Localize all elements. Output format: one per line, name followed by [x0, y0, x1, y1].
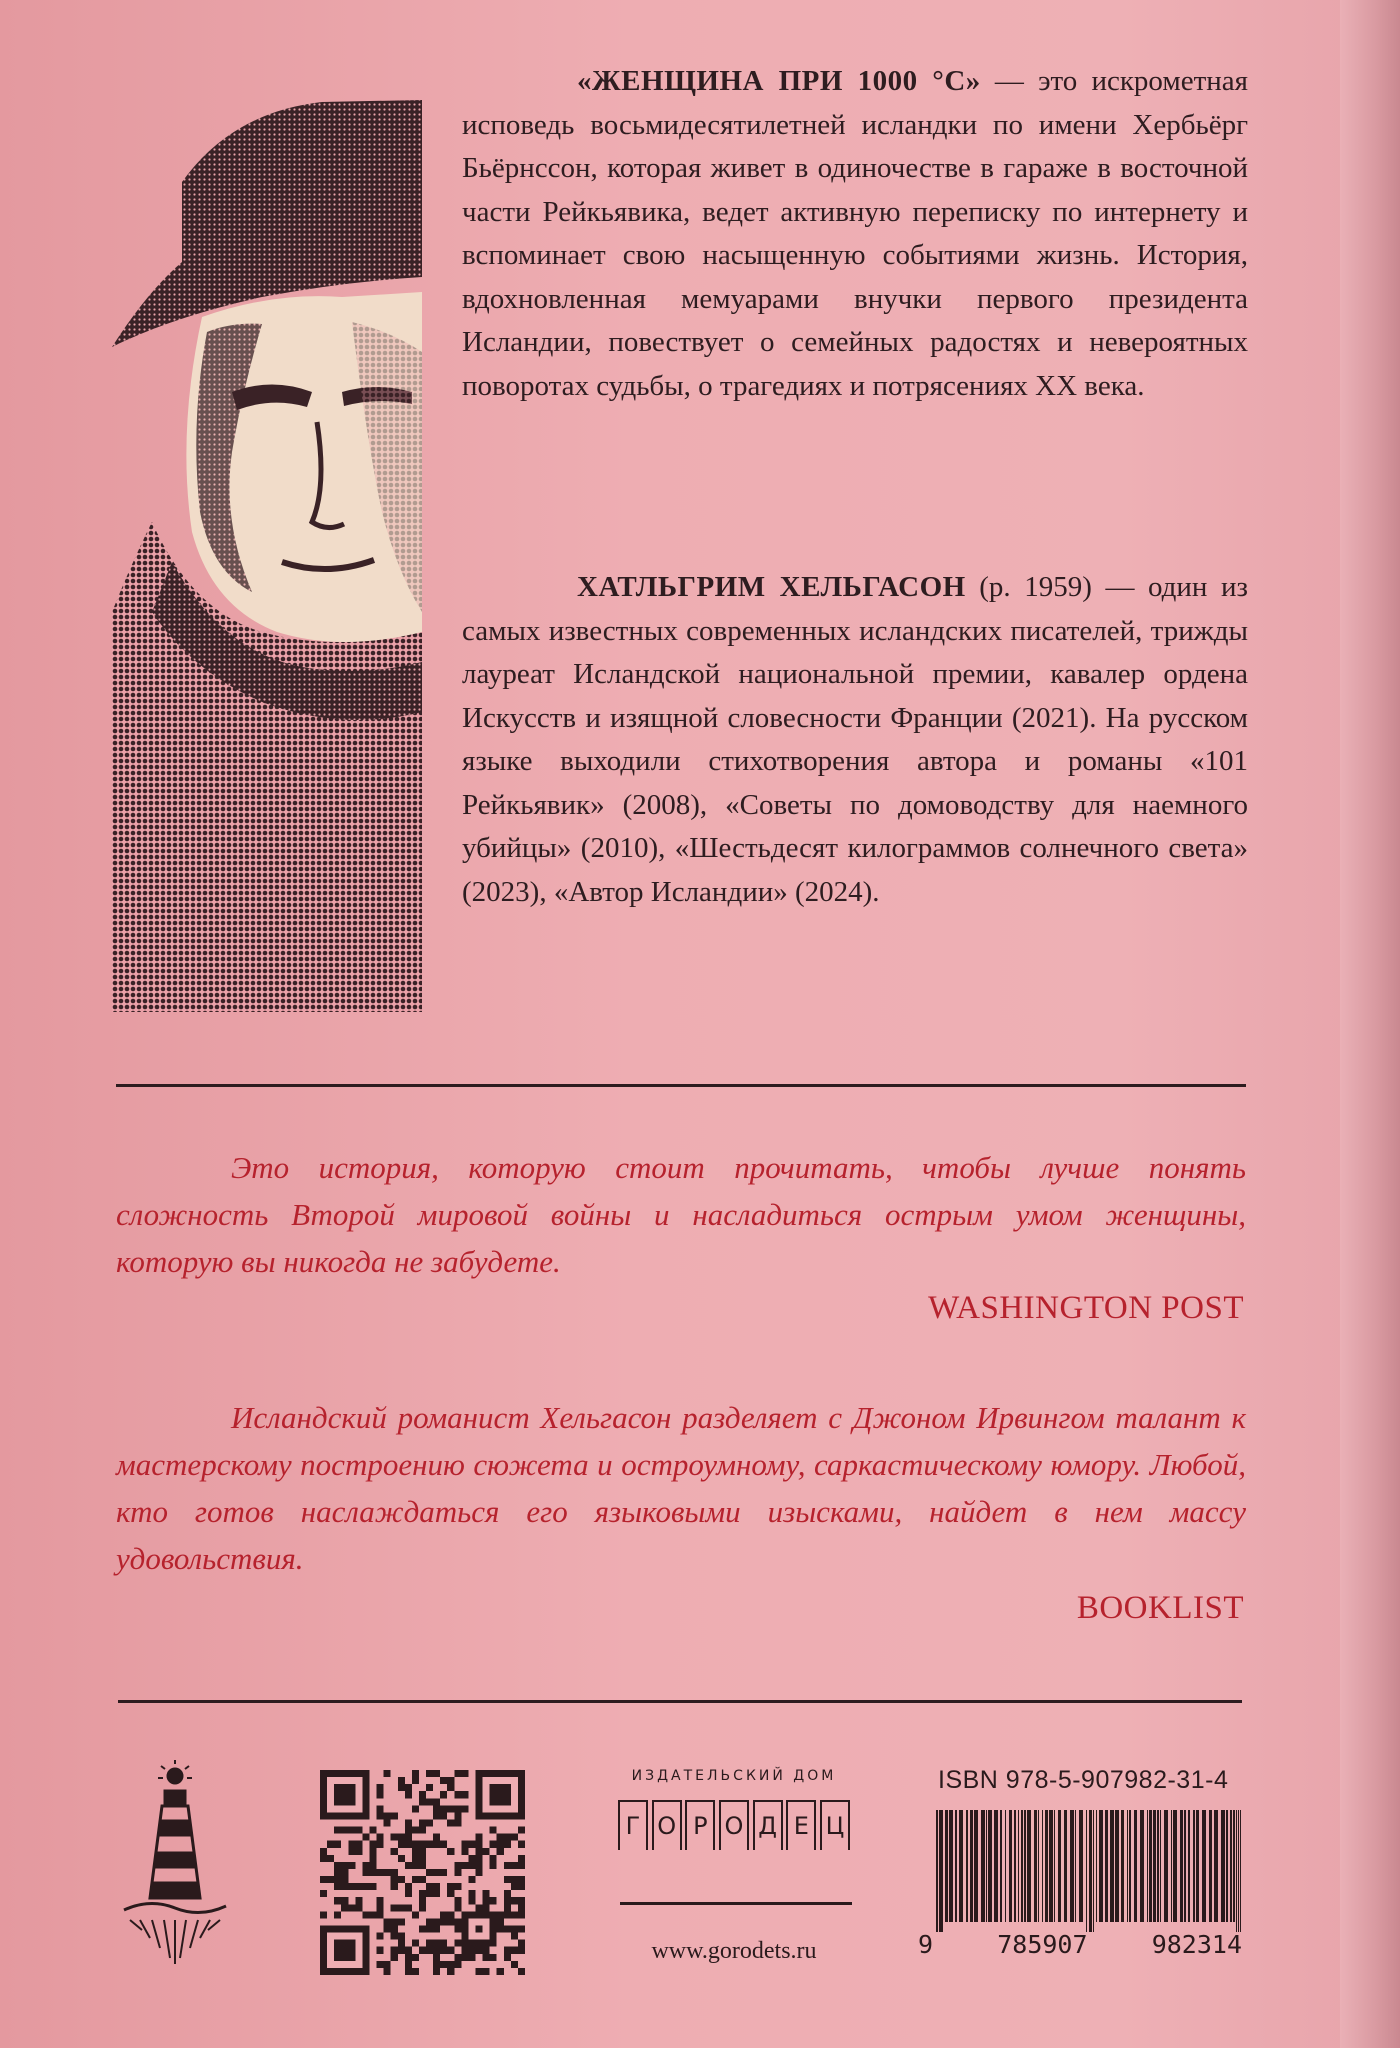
barcode-digit-group: 785907: [997, 1930, 1088, 1959]
author-portrait-image: [112, 92, 422, 1012]
publisher-logo-letter: О: [719, 1800, 749, 1850]
review-source: WASHINGTON POST: [928, 1290, 1244, 1326]
publisher-logo-letter: Р: [685, 1800, 715, 1850]
review-quote: Это история, которую стоит прочитать, чтобы лучше понять сложность Второй мировой войны и насладиться острым умом женщины, которую вы никогда не забудете.: [116, 1150, 1246, 1279]
divider: [118, 1700, 1242, 1703]
review-quote: Исландский романист Хельгасон разделяет с Джоном Ирвингом талант к мастерскому построению сюжета и остроумному, саркастическому юмору. Любой, кто готов наслаждаться его языковыми изысками, найдет в нем массу удовольствия.: [116, 1400, 1246, 1576]
qr-code[interactable]: [320, 1770, 525, 1975]
author-bio: [462, 566, 1248, 914]
publisher-logo-letter: Д: [753, 1800, 783, 1850]
review-source: BOOKLIST: [1076, 1590, 1244, 1626]
isbn-text: ISBN 978-5-907982-31-4: [938, 1766, 1229, 1794]
barcode-digit-group: 982314: [1151, 1930, 1242, 1959]
publisher-logo-letter: О: [652, 1800, 682, 1850]
publisher-logo-letter: Ц: [820, 1800, 850, 1850]
barcode-digit-group: 9: [918, 1930, 934, 1959]
book-description-text: — это искрометная исповедь восьмидесятилетней исландки по имени Хербьёрг Бьёрнссон, которая живет в одиночестве в гараже в восточной части Рейкьявика, ведет активную переписку по интернету и вспоминает свою насыщенную событиями жизнь. История, вдохновленная мемуарами внучки первого президента Исландии, повествует о семейных радостях и невероятных поворотах судьбы, о трагедиях и потрясениях XX века.: [462, 65, 1248, 402]
barcode: [936, 1810, 1242, 1932]
publisher-logo-letter: Е: [786, 1800, 816, 1850]
publisher-logo: [618, 1800, 850, 1854]
publisher-website-link[interactable]: www.gorodets.ru: [651, 1938, 817, 1964]
book-description: [462, 60, 1248, 408]
author-bio-text: (р. 1959) — один из самых известных современных исландских писателей, трижды лауреат Исландской национальной премии, кавалер ордена Искусств и изящной словесности Франции (2021). На русском языке выходили стихотворения автора и романы «101 Рейкьявик» (2008), «Советы по домоводству для наемного убийцы» (2010), «Шестьдесят килограммов солнечного света» (2023), «Автор Исландии» (2024).: [462, 571, 1248, 908]
barcode-digits: [918, 1930, 1242, 1959]
divider: [116, 1084, 1246, 1087]
publisher-divider: [620, 1902, 852, 1905]
publisher-label: ИЗДАТЕЛЬСКИЙ ДОМ: [631, 1768, 837, 1784]
lighthouse-icon: [120, 1758, 230, 1968]
spine-edge: [1340, 0, 1400, 2048]
author-name: ХАТЛЬГРИМ ХЕЛЬГАСОН: [577, 571, 966, 603]
publisher-logo-letter: Г: [618, 1800, 648, 1850]
book-title: «ЖЕНЩИНА ПРИ 1000 °С»: [577, 65, 981, 97]
